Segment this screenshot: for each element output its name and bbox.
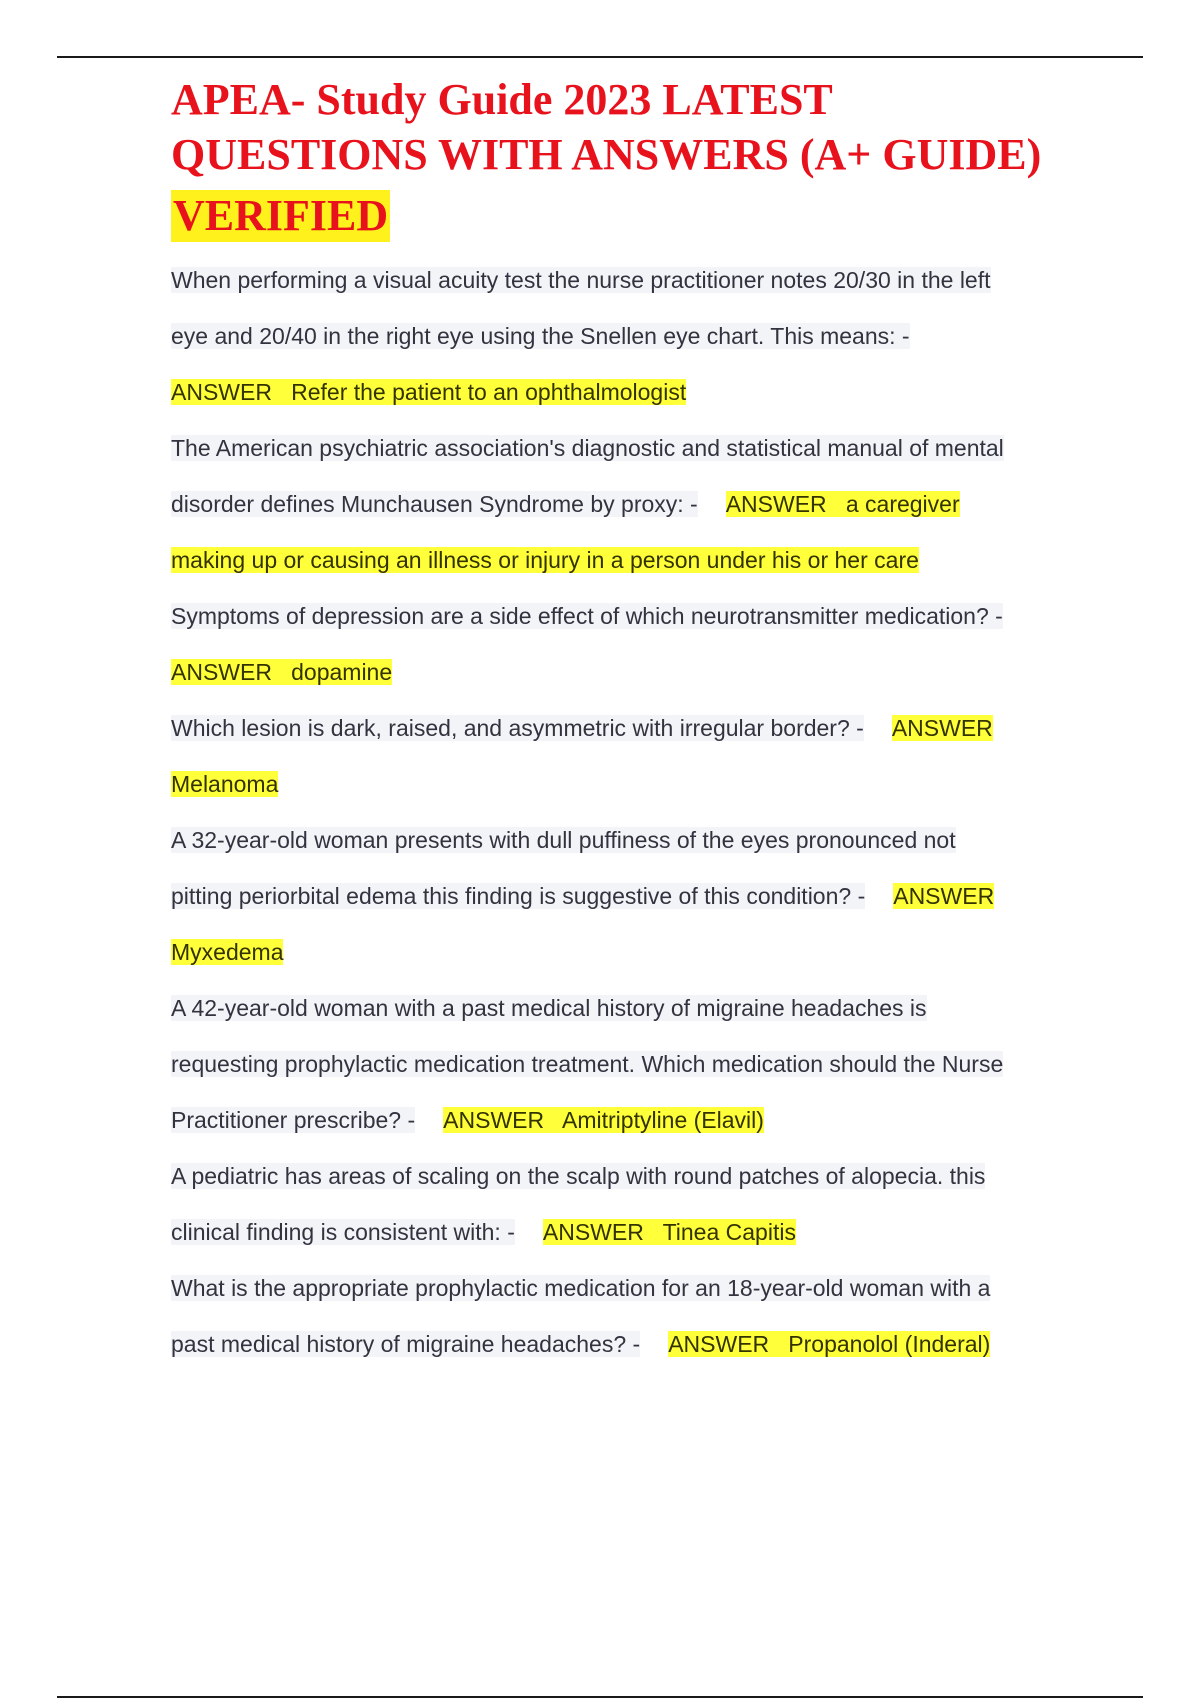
qa-item-8 [171, 1260, 1061, 1372]
document-title [171, 72, 1061, 182]
question-text: Which lesion is dark, raised, and asymmetric with irregular border? - [171, 715, 864, 741]
question-text: clinical finding is consistent with: - [171, 1219, 515, 1245]
title-line-1: APEA- Study Guide 2023 LATEST [171, 75, 833, 124]
question-text: past medical history of migraine headaches? - [171, 1331, 641, 1357]
verified-badge: VERIFIED [173, 191, 389, 240]
question-text: What is the appropriate prophylactic medication for an 18-year-old woman with a [171, 1275, 991, 1301]
answer-text: ANSWER Amitriptyline (Elavil) [443, 1107, 764, 1133]
qa-item-7 [171, 1148, 1061, 1260]
answer-text: ANSWER Propanolol (Inderal) [668, 1331, 991, 1357]
answer-text: ANSWER [891, 715, 993, 741]
answer-text: ANSWER Refer the patient to an ophthalmologist [171, 379, 687, 405]
qa-item-2 [171, 420, 1061, 588]
question-text: eye and 20/40 in the right eye using the Snellen eye chart. This means: - [171, 323, 910, 349]
answer-text: Melanoma [171, 771, 279, 797]
qa-list [171, 252, 1061, 1372]
qa-item-5 [171, 812, 1061, 980]
qa-item-3 [171, 588, 1061, 700]
question-text: requesting prophylactic medication treatment. Which medication should the Nurse [171, 1051, 1004, 1077]
top-rule [57, 56, 1143, 58]
answer-text: ANSWER a caregiver [725, 491, 960, 517]
verified-row [171, 190, 1061, 246]
question-text: A pediatric has areas of scaling on the scalp with round patches of alopecia. this [171, 1163, 986, 1189]
question-text: pitting periorbital edema this finding is suggestive of this condition? - [171, 883, 866, 909]
question-text: Symptoms of depression are a side effect of which neurotransmitter medication? - [171, 603, 1003, 629]
question-text: A 42-year-old woman with a past medical history of migraine headaches is [171, 995, 927, 1021]
question-text: Practitioner prescribe? - [171, 1107, 416, 1133]
answer-text: ANSWER [893, 883, 995, 909]
question-text: disorder defines Munchausen Syndrome by proxy: - [171, 491, 698, 517]
question-text: When performing a visual acuity test the nurse practitioner notes 20/30 in the left [171, 267, 991, 293]
question-text: A 32-year-old woman presents with dull puffiness of the eyes pronounced not [171, 827, 956, 853]
title-line-2: QUESTIONS WITH ANSWERS (A+ GUIDE) [171, 130, 1042, 179]
answer-text: ANSWER dopamine [171, 659, 393, 685]
qa-item-6 [171, 980, 1061, 1148]
question-text: The American psychiatric association's diagnostic and statistical manual of mental [171, 435, 1004, 461]
qa-item-4 [171, 700, 1061, 812]
bottom-rule [57, 1696, 1143, 1698]
answer-text: Myxedema [171, 939, 284, 965]
qa-item-1 [171, 252, 1061, 420]
answer-text: making up or causing an illness or injury in a person under his or her care [171, 547, 919, 573]
document-page [171, 72, 1061, 1372]
answer-text: ANSWER Tinea Capitis [542, 1219, 796, 1245]
